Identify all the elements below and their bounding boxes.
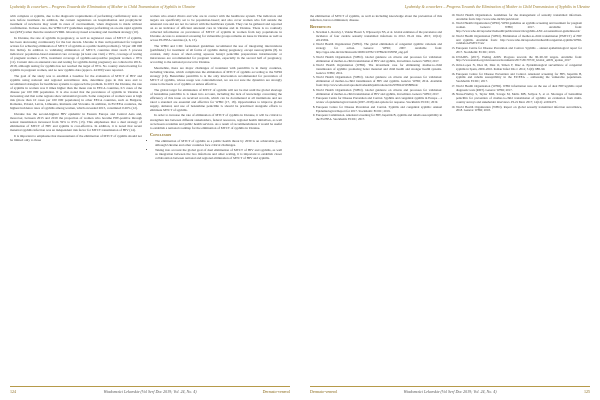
list-item: • The elimination of MTCT of syphilis as a public health threat by 2030 is an achievable goal, although Ukraine and other countries face critical challenges. [155,139,282,147]
running-head: Lyubetsky & coworkers – Progress Towards the Elimination of Mother to Child Transmission of Syphilis in Ukraine [10,4,196,9]
paragraph: Ukraine has the second-highest HIV epidemic in Eastern Europe and Central Asia and, moreover, between 2015 and 2019 the proportion of women who became HIV-positive through sexual transmission increased from 59% to 65% (13). This emphasises that a dual strategy of elimination of MTCT of HIV and syphilis is cost-effective. In addition, it is noted that recent maternal syphilis infection was an independent risk factor for MTCT transmission of HIV (14). [10,111,142,133]
section-title-conclusion: Conclusion [150,131,172,137]
section-label: Dermato-venerol [262,388,290,394]
conclusion-list [150,139,282,160]
reference-item: 8. European Centre for Disease Prevention and Control. Syphilis and congenital syphilis: Annual Epidemiological Report for 2017. Stockholm: ECDC; 2019. [316,106,442,114]
paragraph: It is important to emphasise that measurement of the elimination of MTCT of syphilis should not be limited only to those [10,133,142,142]
reference-item: 6. World Health Organization (WHO). Global guidance on criteria and processes for validation: elimination of mother-to-child transmission of HIV and syphilis, 2nd edition. Geneva: WHO; 2017. [316,89,442,97]
reference-item: 3. World Health Organization (WHO). Global guidance on criteria and processes for validation: elimination of mother-to-child transmission of HIV and syphilis, 2nd edition. Geneva: WHO; 2017. [316,56,442,64]
journal-citation: Wiadomości Lekarskie (Vol Serf Doc 2019; Vol. 24, No. 4) [403,388,497,394]
paragraph: women who attend clinics and who are in contact with the healthcare system. The indicators and targets are specifically set to be population-based; and also cover women who fall outside the antenatal care and are not in contact with the healthcare system. They can be gathered and reported on as an indicator of efficient antenatal care in Ukraine and in Ukraine. There is no routinely collected information on prevalence of MTCT of syphilis in women from key populations in Ukraine. Access to antenatal screening for vulnerable groups remains an issue in Ukraine as well as across EU/EEA countries (4, 6, 15). [150,14,282,43]
reference-item: 12. World Health Organization (WHO). Elimination of mother-to-child transmission (EMTCT) of HIV and syphilis. Available from: http://www.who.int/reproductivehealth/congenital-syphilis/WHO-validation-EMTCT/en/ [456,35,582,46]
page-number: 125 [584,388,590,394]
paragraph: The goal of the study was to establish a baseline for the evaluation of MTCT of HIV and syphilis using national and regional surveillance data, determine gaps in this area and to recommend strategies for healthcare systems to approach the problem. In 2015 the Ukraine, the rate of syphilis in women was 6 times higher than the mean rate in EECA countries, 0.5 cases of the disease per 100 000 population. It is also noted that the prevalence of syphilis in Ukraine is increasing and that some regions show substantial growth. Some categories of women were at high risk (more than 10 cases per 100 000 population) in other EECA countries, such as Bulgaria, Romania, Poland, Latvia, Lithuania, Romania and Slovakia. In addition, in EU/EEA countries, the highest incidence rates of syphilis among women, which exceeded 2015, constituted 0.26% (12). [10,73,142,111]
paragraph: In order to increase the rate of elimination of MTCT of syphilis in Ukraine, it will be critical to strengthen ties between different stakeholders, federal resources, regional health initiatives, as well as between academia and public health services. As a result of recommendations it would be useful to establish a national roadmap for the elimination of MTCT of syphilis in Ukraine. [150,113,282,130]
references-list-continued [450,14,582,113]
reference-item: 5. World Health Organization (WHO). Global guidance on criteria and processes for validation: elimination of mother-to-child transmission of HIV and syphilis. Geneva: WHO; 2014. Available from: http://www.who.int/reproductivehealth/publications/rtis/9789241505888/en/ [316,76,442,87]
reference-item: 9. European Commission. Antenatal screening for HIV, hepatitis B, syphilis and rubella susceptibility in the EU/EEA. Stockholm: ECDC; 2017. [316,114,442,122]
reference-item: 19. World Health Organization (WHO). Report on global sexually transmitted infection surveillance, 2018. Geneva: WHO; 2018. [456,106,582,114]
reference-item: 1. Newman L, Rowley J, Vander Hoorn S, Wijesooriya NS, et al. Global estimates of the prevalence and incidence of four curable sexually transmitted infections in 2012. PLoS One. 2015; 10(12): e0143304. [316,31,442,42]
reference-item: 18. Nurse-Findlay S, Taylor MM, Savage M, Mello MB, Saliyou S, et al. Shortages of benzathine penicillin for prevention of mother-to-child transmission of syphilis: an evaluation from multi-country surveys and stakeholder interviews. PLoS Med. 2017; 14(12): e1002473. [456,93,582,104]
list-item: • Taking into account the global goal of dual elimination of MTCT of HIV and syphilis, as well as integration between the two infections and other scaling, it is important to establish closer collaboration between national and regional elimination of MTCT of HIV and syphilis. [155,148,282,160]
paragraph: with complete or syphilis, due to the diagnostic requirements of performing confirmatory tests on sera before treatment. In addition, the current regulations on hospitalisation and prophylactic treatment of newborns may result in cases of overtreatment, when diagnosis is made without confirmation. In these cases, the WHO GTT guidelines suggest performing an on-site rapid syphilis test (RST) rather than the standard VDRL laboratory-based screening and treatment strategy (10). [10,14,142,35]
paragraph: The WHO and CDC formulated guidelines recommend the use of integrating interventions (pathfinder) for treatment of all forms of syphilis during pregnancy, except neurosyphilis (8). In contrast, daily doses of short-acting aqueous benzyl penicillin preparations intramuscular or intravenous are recommended for pregnant women, especially in the second half of pregnancy, according to the national protocol in Ukraine. [150,43,282,65]
running-head: Lyubetsky & coworkers – Progress Towards the Elimination of Mother to Child Transmission of Syphilis in Ukraine [404,4,590,9]
reference-item: 14. UNAIDS. (2017). Ending AIDS: Progress towards the 90–90–90 targets. Available from: http://www.unaids.org/en/resources/documents/2017/20170720_Global_AIDS_update_2017 [456,56,582,64]
page-footer [10,386,290,394]
reference-item: 4. World Health Organization (WHO). The investment case for eliminating mother-to-child transmission of syphilis: promoting better maternal and child health and stronger health systems. Geneva: WHO; 2012. [316,64,442,75]
right-column-2 [450,14,582,114]
paragraph: The global target for elimination of MTCT of syphilis will not be met until the global shortage of benzathine penicillin G is taken into account, including the lack of knowledge concerning the efficiency of this issue on received records, which can be documented at all institutions and are rated a standard are essential and effective for WHO (17, 18). Opportunities to improve global supply, demand, and use of benzathine penicillin G should be prioritised alongside efforts to eliminate MTCT of syphilis. [150,87,282,112]
paragraph: In Ukraine, the rate of syphilis in pregnancy, as well as registered cases of MTCT of syphilis, has been decreasing continuously for the last decade. Ukraine is thus well-positioned for targeted actions for achieving elimination of MTCT of syphilis as a public health problem (≤ 50 per 100 000 live births). In addition to validating elimination of MTCT, countries must reach 3 process indicators: population-based antenatal care coverage (at least one visit) ≥ 95%, coverage of testing of pregnant women ≥ 95%, treatment coverage of syphilis-seropositive pregnant women ≥ 95% (11). Current data on antenatal care and testing for syphilis during pregnancy are collected in 2016–2018, although testing for syphilis has not reached the target of 95%. No country started testing for syphilis in pregnant women, and no new syphilis data (approx. 44 000) were reported. [10,35,142,73]
journal-citation: Wiadomości Lekarskie (Vol Serf Doc 2019; Vol. 24, No. 4) [103,388,197,394]
right-column-1 [310,14,442,123]
reference-item: 13. European Centre for Disease Prevention and Control. Syphilis – annual epidemiological report for 2017. Stockholm: ECDC; 2019. [456,47,582,55]
page-footer [310,386,590,394]
left-column-2 [150,14,282,162]
section-label: Dermato-venerol [310,388,338,394]
reference-item: 7. European Centre for Disease Prevention and Control. Syphilis and congenital syphilis in Europe – a review of epidemiological trends (2007–2018) and options for response. Stockholm: ECDC; 2019. [316,97,442,105]
reference-item: 2. World Health Organization (WHO). The global elimination of congenital syphilis: rationale and strategy for action. Geneva: WHO; 2007. Available from: http://apps.who.int/iris/bitstream/10665/43782/1/9789241595858_eng.pdf [316,43,442,54]
references-list [310,31,442,122]
paragraph: Meanwhile, there are major challenges of treatment with penicillin G in many countries, including Ukraine, which complicates the elimination of MTCT of syphilis according to the WHO strategy (16). Benzathine penicillin G is the only intervention recommended for prevention of MTCT of syphilis, whose usage was contraindicated, we are not sure the dynamics are strongly cause to the heels or of syphilis or unless effective. [150,65,282,86]
reference-item: 15. Ortiz-Lopez N, Diez M, Diaz O, Simon F, Diaz A. Epidemiological surveillance of congenital syphilis in Spain, 2000–2010. Pediatr Infect Dis J. 2012; 31(9): 988–90. [456,64,582,72]
reference-item: 10. World Health Organization. Guidelines for the management of sexually transmitted infections. Available from: http://www.who.int/hiv/pub/sti/en/ [456,14,582,22]
right-page [300,0,600,400]
page-number: 124 [10,388,16,394]
paragraph: the elimination of MTCT of syphilis, as well as including knowledge about the prevention of this infection, but not eliminated, disease. [310,14,442,23]
reference-item: 11. World Health Organization (WHO). WHO guideline on syphilis screening and treatment for pregnant women. Geneva: WHO; 2017. Available from: http://www.who.int/reproductivehealth/publications/rtis/syphilis-ANC-screenandtreat-guidelines/en/ [456,22,582,33]
reference-item: 17. World Health Organization (WHO). WHO information note on the use of dual HIV/syphilis rapid diagnostic tests (RDT). Geneva: WHO; 2017. [456,85,582,93]
left-column-1 [10,14,142,143]
section-title-references: References [310,24,332,30]
reference-item: 16. European Centre for Disease Prevention and Control. Antenatal screening for HIV, hepatitis B, syphilis and rubella susceptibility in the EU/EEA – addressing the vulnerable populations. Stockholm: ECDC; 2017. [456,73,582,84]
